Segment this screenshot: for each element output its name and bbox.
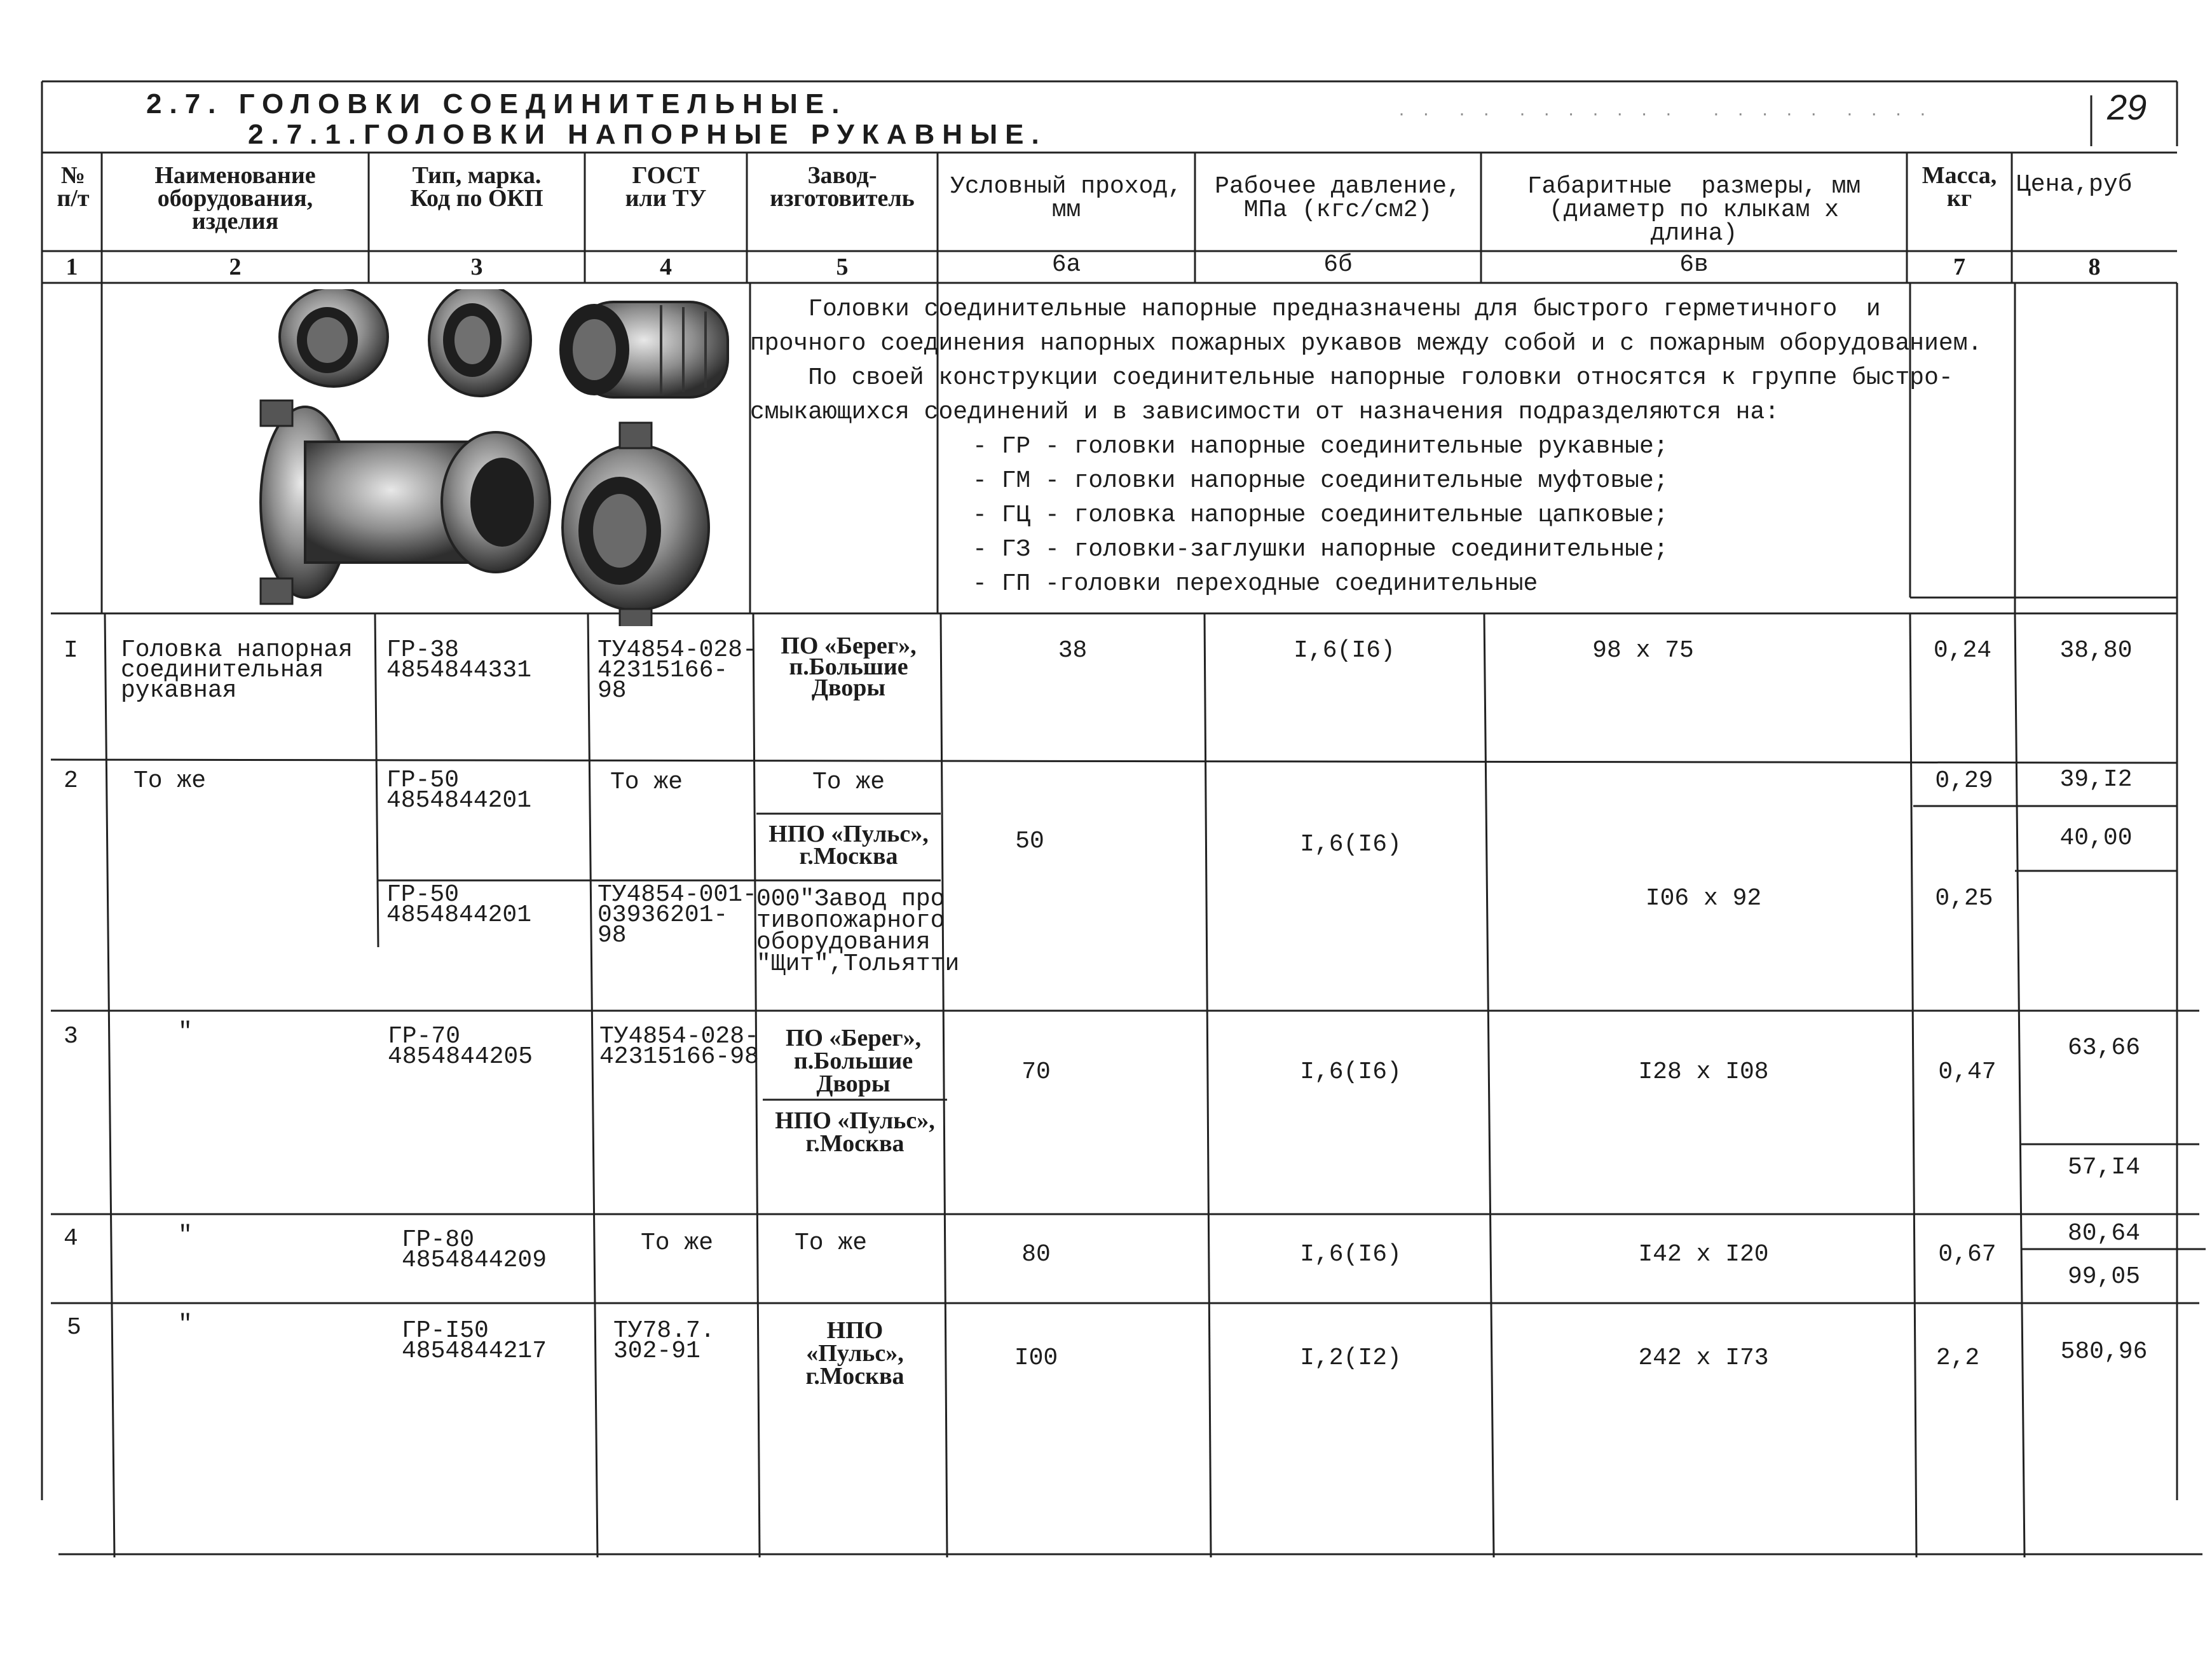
col-header-num: № п/т: [57, 162, 90, 212]
row-pressure: I,6(I6): [1300, 1058, 1402, 1086]
row-maker-alt: НПО «Пульс», г.Москва: [768, 821, 929, 870]
row-dims: 242 х I73: [1638, 1344, 1769, 1372]
col-number-8: 8: [2088, 254, 2101, 280]
col-header-name: Наименование оборудования, изделия: [154, 162, 316, 235]
col-number-1: 1: [65, 254, 78, 280]
col-number-4: 4: [660, 254, 672, 280]
row-type: ГР-38 4854844331: [386, 636, 532, 684]
row-type: ГР-80 4854844209: [402, 1226, 547, 1274]
row-mass: 2,2: [1936, 1344, 1980, 1372]
row-price-alt: 57,I4: [2067, 1154, 2141, 1181]
row-maker-alt: НПО «Пульс», г.Москва: [775, 1107, 935, 1157]
col-header-dims: Габаритные размеры, мм (диаметр по клыкам х длина): [1527, 173, 1861, 247]
row-type: ГР-70 4854844205: [388, 1023, 533, 1070]
description-line-8: - ГЗ - головки-заглушки напорные соединительные;: [973, 536, 1669, 563]
description-line-7: - ГЦ - головка напорные соединительные цапковые;: [973, 502, 1669, 529]
row-price: 39,I2: [2059, 766, 2133, 793]
col-header-gost: ГОСТ или ТУ: [625, 162, 707, 212]
row-number: 4: [64, 1225, 78, 1252]
row-pressure: I,2(I2): [1300, 1344, 1402, 1372]
row-gost: ТУ4854-028- 42315166- 98: [597, 636, 757, 704]
row-bore: 80: [1021, 1241, 1051, 1268]
col-number-3: 3: [470, 254, 483, 280]
row-type: ГР-50 4854844201: [386, 767, 532, 814]
row-maker: ПО «Берег», п.Большие Дворы: [785, 1025, 922, 1097]
description-line-3: По своей конструкции соединительные напорные головки относятся к группе быстро-: [750, 364, 1953, 392]
row-gost: То же: [610, 769, 683, 796]
row-type: ГР-I50 4854844217: [402, 1317, 547, 1365]
row-number: I: [64, 637, 78, 664]
row-bore: 50: [1015, 828, 1044, 855]
col-header-price: Цена,руб: [2016, 171, 2133, 198]
row-dims: 98 х 75: [1592, 637, 1694, 664]
row-dims: I06 х 92: [1645, 885, 1762, 912]
row-pressure: I,6(I6): [1300, 831, 1402, 858]
row-mass: 0,29: [1935, 767, 1993, 795]
description-line-5: - ГР - головки напорные соединительные рукавные;: [973, 433, 1669, 460]
row-mass: 0,24: [1933, 637, 1992, 664]
row-bore: I00: [1014, 1344, 1058, 1372]
row-maker: НПО «Пульс», г.Москва: [805, 1317, 905, 1390]
row-name: То же: [133, 767, 207, 795]
row-price: 38,80: [2059, 637, 2133, 664]
row-price: 80,64: [2067, 1220, 2141, 1247]
row-mass: 0,47: [1938, 1058, 1997, 1086]
row-mass: 0,67: [1938, 1241, 1997, 1268]
row-maker: То же: [812, 769, 885, 796]
row-name: ": [178, 1018, 193, 1046]
subsection-title: 2.7.1.ГОЛОВКИ НАПОРНЫЕ РУКАВНЫЕ.: [248, 119, 1047, 150]
row-name: ": [178, 1222, 193, 1249]
description-line-4: смыкающихся соединений и в зависимости от назначения подразделяются на:: [750, 399, 1780, 426]
row-pressure: I,6(I6): [1294, 637, 1395, 664]
row-price-alt: 99,05: [2067, 1263, 2141, 1290]
row-gost: ТУ4854-028- 42315166-98: [599, 1023, 759, 1070]
row-bore: 38: [1058, 637, 1088, 664]
row-maker: То же: [795, 1229, 868, 1257]
description-line-1: Головки соединительные напорные предназначены для быстрого герметичного и: [750, 296, 1881, 323]
row-name: ": [178, 1311, 193, 1338]
col-number-6a: 6а: [1051, 251, 1081, 278]
row-name: Головка напорная соединительная рукавная: [121, 636, 353, 704]
row-price-alt: 40,00: [2059, 824, 2133, 852]
col-header-pressure: Рабочее давление, МПа (кгс/см2): [1215, 173, 1461, 224]
row-bore: 70: [1021, 1058, 1051, 1086]
col-number-6b: 6б: [1323, 251, 1353, 278]
row-dims: I28 х I08: [1638, 1058, 1769, 1086]
row-mass-alt: 0,25: [1935, 885, 1993, 912]
row-number: 5: [67, 1314, 81, 1341]
row-number: 3: [64, 1023, 78, 1050]
col-header-mass: Масса, кг: [1922, 162, 1997, 212]
description-line-2: прочного соединения напорных пожарных рукавов между собой и с пожарным оборудованием.: [750, 330, 1983, 357]
row-price: 580,96: [2060, 1338, 2148, 1365]
col-number-6v: 6в: [1679, 251, 1709, 278]
row-number: 2: [64, 767, 78, 795]
row-maker: ПО «Берег», п.Большие Дворы: [781, 632, 917, 701]
col-header-maker: Завод- изготовитель: [770, 162, 915, 212]
description-line-6: - ГМ - головки напорные соединительные муфтовые;: [973, 467, 1669, 495]
row-pressure: I,6(I6): [1300, 1241, 1402, 1268]
section-title: 2.7. ГОЛОВКИ СОЕДИНИТЕЛЬНЫЕ.: [146, 88, 847, 120]
col-number-2: 2: [229, 254, 242, 280]
row-gost: ТУ78.7. 302-91: [613, 1317, 715, 1365]
col-number-7: 7: [1953, 254, 1965, 280]
coupling-heads-photo: [229, 289, 750, 626]
col-header-type: Тип, марка. Код по ОКП: [410, 162, 543, 212]
row-gost: То же: [641, 1229, 714, 1257]
row-gost-alt: ТУ4854-001- 03936201- 98: [597, 881, 757, 949]
faint-header-text: · · · · · · · · · · · · · · · · · · · ·: [1398, 103, 1932, 124]
row-maker-third: 000"Завод про тивопожарного оборудования "Щит",Тольятти: [756, 885, 960, 978]
col-number-5: 5: [836, 254, 849, 280]
row-type-alt: ГР-50 4854844201: [386, 881, 532, 929]
description-line-9: - ГП -головки переходные соединительные: [973, 570, 1538, 598]
row-price: 63,66: [2067, 1034, 2141, 1062]
page-number: 29: [2107, 87, 2147, 127]
row-dims: I42 х I20: [1638, 1241, 1769, 1268]
col-header-bore: Условный проход, мм: [950, 173, 1182, 224]
